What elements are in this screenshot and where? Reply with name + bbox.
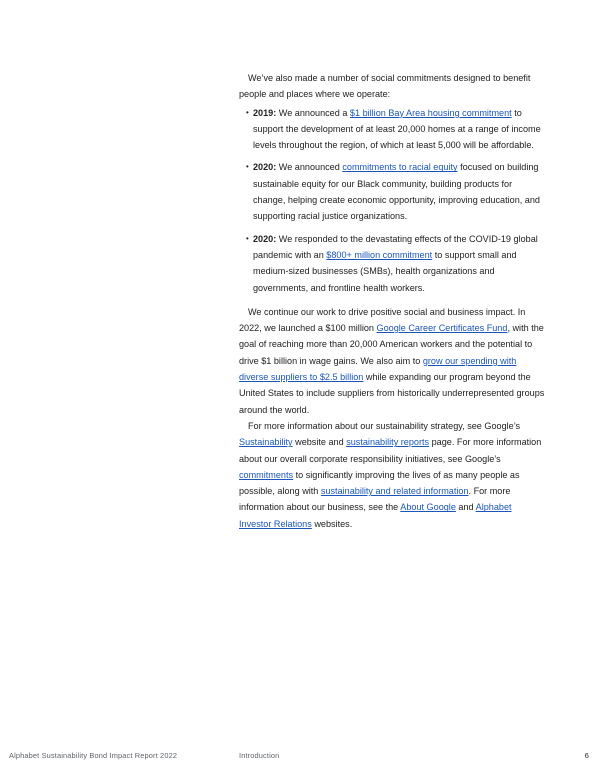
career-certificates-fund-link[interactable]: Google Career Certificates Fund (376, 323, 508, 334)
about-google-link[interactable]: About Google (400, 502, 456, 513)
page-number: 6 (584, 751, 589, 760)
page-footer (0, 751, 600, 765)
bullet-text: We announced a (276, 107, 350, 118)
bullet-year: 2019: (253, 107, 277, 118)
diverse-suppliers-link[interactable]: grow our spending with diverse suppliers to $2.5 billion (239, 355, 517, 383)
investor-relations-link[interactable]: Alphabet Investor Relations (239, 502, 512, 529)
bullet-text: focused on building sustainable equity for our Black community, building products for change, helping create economic opportunity, improving education, and supporting racial justice organizations. (253, 162, 540, 222)
sustainability-info-link[interactable]: sustainability and related information (320, 486, 469, 497)
bay-area-housing-link[interactable]: $1 billion Bay Area housing commitment (349, 107, 512, 118)
more-info-paragraph: For more information about our sustainability strategy, see Google’s Sustainability website and sustainability reports page. For more information about our overall corporate responsibility initiatives, see Google’s commitments to significantly improving the lives of as many people as possible, along with sustainability and related information. For more information about our business, see the About Google and Alphabet Investor Relations websites. (239, 420, 542, 529)
bullet-year: 2020: (253, 233, 277, 244)
bullet-text: to support small and medium-sized businesses (SMBs), health organizations and governments, and frontline health workers. (253, 249, 517, 293)
footer-section-name: Introduction (239, 751, 280, 760)
bullet-text: to support the development of at least 20,000 homes at a range of income levels throughout the region, of which at least 5,000 will be affordable. (253, 107, 541, 151)
list-item (246, 231, 545, 296)
main-text-column (239, 70, 545, 532)
racial-equity-link[interactable]: commitments to racial equity (342, 162, 458, 173)
bullet-year: 2020: (253, 162, 277, 173)
commitments-list (239, 105, 545, 296)
footer-report-title: Alphabet Sustainability Bond Impact Report 2022 (9, 751, 178, 760)
commitments-link[interactable]: commitments (239, 469, 294, 480)
sustainability-reports-link[interactable]: sustainability reports (346, 437, 430, 448)
sustainability-link[interactable]: Sustainability (239, 437, 293, 448)
bullet-text: We announced (276, 162, 343, 173)
bullet-text: We responded to the devastating effects of the COVID-19 global pandemic with an (253, 233, 538, 260)
impact-paragraph: We continue our work to drive positive social and business impact. In 2022, we launched a $100 million Google Career Certificates Fund, with the goal of reaching more than 20,000 American workers and the potential to drive $1 billion in wage gains. We also aim to grow our spending with diverse suppliers to $2.5 billion while expanding our program beyond the United States to include suppliers from historically underrepresented groups around the world. (239, 306, 545, 415)
list-item (246, 105, 545, 154)
list-item (246, 159, 545, 224)
covid-commitment-link[interactable]: $800+ million commitment (326, 249, 433, 260)
intro-paragraph: We’ve also made a number of social commitments designed to benefit people and places where we operate: (239, 73, 531, 100)
